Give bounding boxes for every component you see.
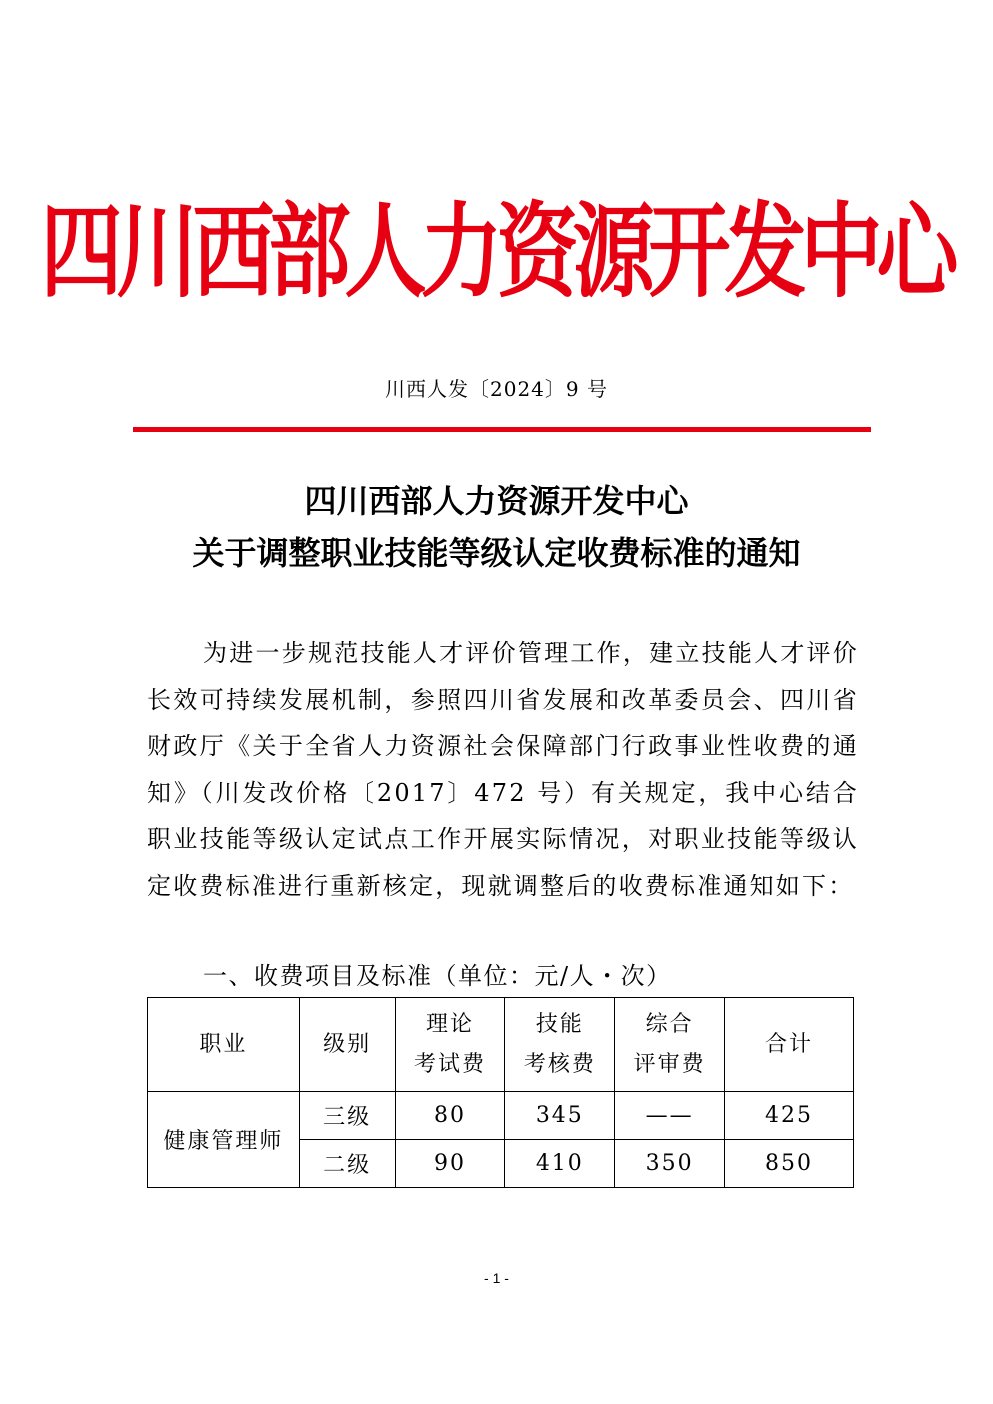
section-heading-fee-items: 一、收费项目及标准（单位：元/人・次） xyxy=(203,962,672,990)
cell-skill-fee: 345 xyxy=(505,1092,615,1140)
red-divider-line xyxy=(133,427,871,432)
header-skill-assessment-fee xyxy=(505,998,615,1092)
header-level: 级别 xyxy=(299,998,395,1092)
cell-total: 850 xyxy=(725,1140,854,1188)
header-review-line1: 综合 xyxy=(645,1011,694,1037)
header-skill-line2: 考核费 xyxy=(523,1051,596,1077)
notice-title-line-1: 四川西部人力资源开发中心 xyxy=(304,482,689,520)
cell-total: 425 xyxy=(725,1092,854,1140)
cell-skill-fee: 410 xyxy=(505,1140,615,1188)
header-theory-exam-fee xyxy=(395,998,505,1092)
header-occupation: 职业 xyxy=(148,998,300,1092)
cell-review-fee: 350 xyxy=(615,1140,725,1188)
header-theory-line2: 考试费 xyxy=(413,1051,486,1077)
cell-level: 二级 xyxy=(299,1140,395,1188)
header-review-line2: 评审费 xyxy=(633,1051,706,1077)
header-comprehensive-review-fee xyxy=(615,998,725,1092)
cell-theory-fee: 80 xyxy=(395,1092,505,1140)
notice-title-line-2: 关于调整职业技能等级认定收费标准的通知 xyxy=(192,534,801,572)
fee-standard-table xyxy=(147,997,854,1188)
header-total: 合计 xyxy=(725,998,854,1092)
table-header-row xyxy=(148,998,854,1092)
cell-level: 三级 xyxy=(299,1092,395,1140)
cell-occupation: 健康管理师 xyxy=(148,1092,300,1188)
header-skill-line1: 技能 xyxy=(535,1011,584,1037)
notice-body-paragraph: 为进一步规范技能人才评价管理工作，建立技能人才评价长效可持续发展机制，参照四川省发展和改革委员会、四川省财政厅《关于全省人力资源社会保障部门行政事业性收费的通知》（川发改价格〔2017〕472 号）有关规定，我中心结合职业技能等级认定试点工作开展实际情况，对职业技能等级认定收费标准进行重新核定，现就调整后的收费标准通知如下： xyxy=(147,639,859,900)
table-row xyxy=(148,1092,854,1140)
cell-review-fee: —— xyxy=(615,1092,725,1140)
document-number: 川西人发〔2024〕9 号 xyxy=(385,377,608,401)
header-theory-line1: 理论 xyxy=(425,1011,474,1037)
page-number: - 1 - xyxy=(484,1270,509,1286)
cell-theory-fee: 90 xyxy=(395,1140,505,1188)
organization-letterhead: 四川西部人力资源开发中心 xyxy=(40,193,953,312)
